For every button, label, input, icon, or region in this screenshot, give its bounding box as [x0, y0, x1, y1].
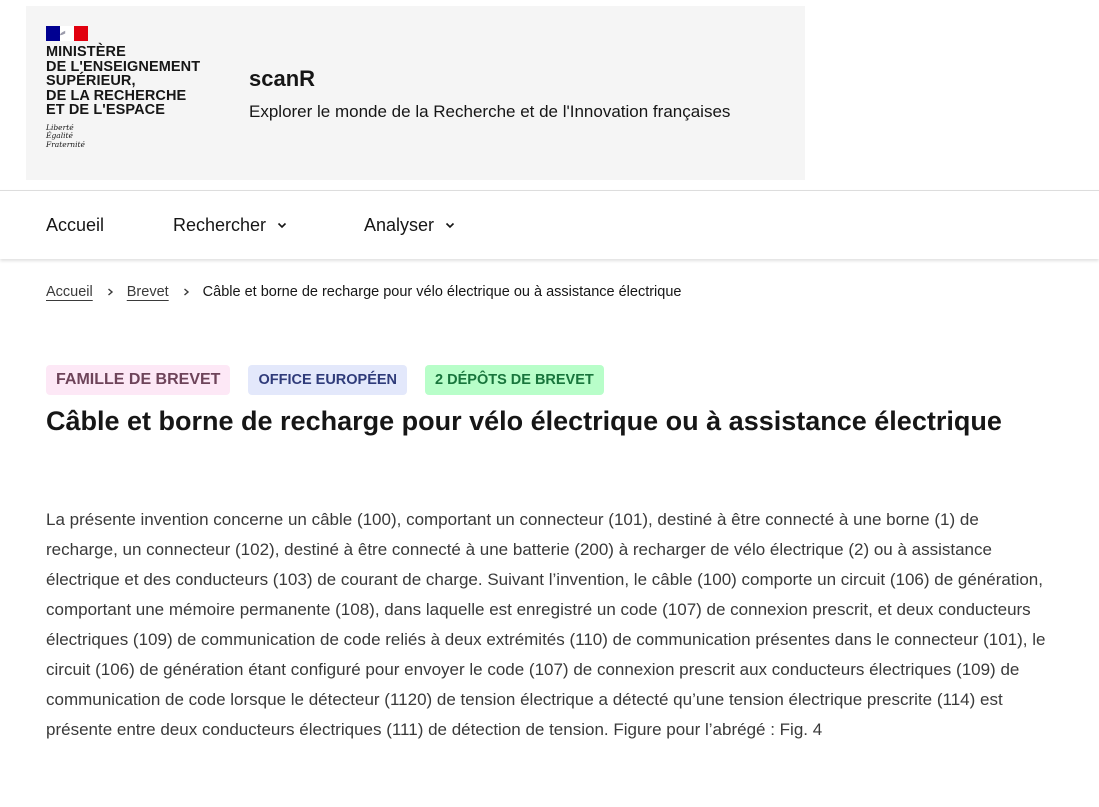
- breadcrumb-current: Câble et borne de recharge pour vélo électrique ou à assistance électrique: [202, 284, 682, 300]
- service-block: [249, 66, 730, 122]
- nav-item-label: Analyser: [364, 215, 435, 235]
- french-flag-icon: [46, 26, 88, 41]
- ministry-name: [46, 45, 216, 118]
- nav-item-label: Rechercher: [173, 215, 267, 235]
- page-title: Câble et borne de recharge pour vélo électrique ou à assistance électrique: [46, 406, 1002, 436]
- service-tagline: Explorer le monde de la Recherche et de l'Innovation françaises: [249, 102, 731, 121]
- chevron-right-icon: [105, 287, 115, 297]
- motto-line: Égalité: [46, 131, 73, 140]
- chevron-right-icon: [181, 287, 191, 297]
- republic-motto: [46, 124, 216, 150]
- patent-abstract: La présente invention concerne un câble (100), comportant un connecteur (101), destiné à être connecté à une borne (1) de recharge, un connecteur (102), destiné à être connecté à une batterie (200) à recharger de vélo électrique (2) ou à assistance électrique et des conducteurs (103) de courant de charge. Suivant l’invention, le câble (100) comporte un circuit (106) de génération, comportant une mémoire permanente (108), dans laquelle est enregistré un code (107) de connexion prescrit, et deux conducteurs électriques (109) de communication de code reliés à deux extrémités (110) de communication présentes dans le connecteur (101), le circuit (106) de génération étant configuré pour envoyer le code (107) de connexion prescrit aux conducteurs électriques (109) de communication de code lorsque le détecteur (1120) de tension électrique a détecté qu’une tension électrique prescrite (114) est présente entre deux conducteurs électriques (111) de détection de tension. Figure pour l’abrégé : Fig. 4: [46, 510, 1046, 739]
- service-title[interactable]: scanR: [249, 66, 316, 91]
- main-navigation: [0, 190, 1099, 259]
- motto-line: Liberté: [46, 122, 74, 132]
- nav-item-accueil[interactable]: [46, 213, 104, 237]
- chevron-down-icon: [276, 219, 288, 231]
- chevron-down-icon: [444, 219, 456, 231]
- badge-filing-count: 2 DÉPÔTS DE BREVET: [425, 365, 604, 395]
- ministry-line: SUPÉRIEUR,: [46, 73, 136, 89]
- ministry-line: ET DE L'ESPACE: [46, 102, 165, 118]
- nav-item-rechercher[interactable]: [173, 213, 288, 237]
- breadcrumb-link-accueil[interactable]: Accueil: [46, 284, 93, 300]
- badge-group: [46, 365, 604, 395]
- header: [26, 6, 805, 180]
- ministry-line: DE LA RECHERCHE: [46, 87, 187, 104]
- badge-office: OFFICE EUROPÉEN: [248, 365, 407, 395]
- breadcrumb-link-brevet[interactable]: Brevet: [126, 284, 169, 300]
- nav-item-label: Accueil: [46, 215, 105, 235]
- motto-line: Fraternité: [46, 139, 85, 149]
- ministry-logo[interactable]: [46, 26, 216, 149]
- ministry-line: DE L'ENSEIGNEMENT: [46, 58, 201, 75]
- ministry-line: MINISTÈRE: [46, 44, 126, 60]
- badge-patent-family: FAMILLE DE BREVET: [46, 365, 230, 395]
- nav-item-analyser[interactable]: [364, 213, 456, 237]
- breadcrumb: [46, 282, 681, 302]
